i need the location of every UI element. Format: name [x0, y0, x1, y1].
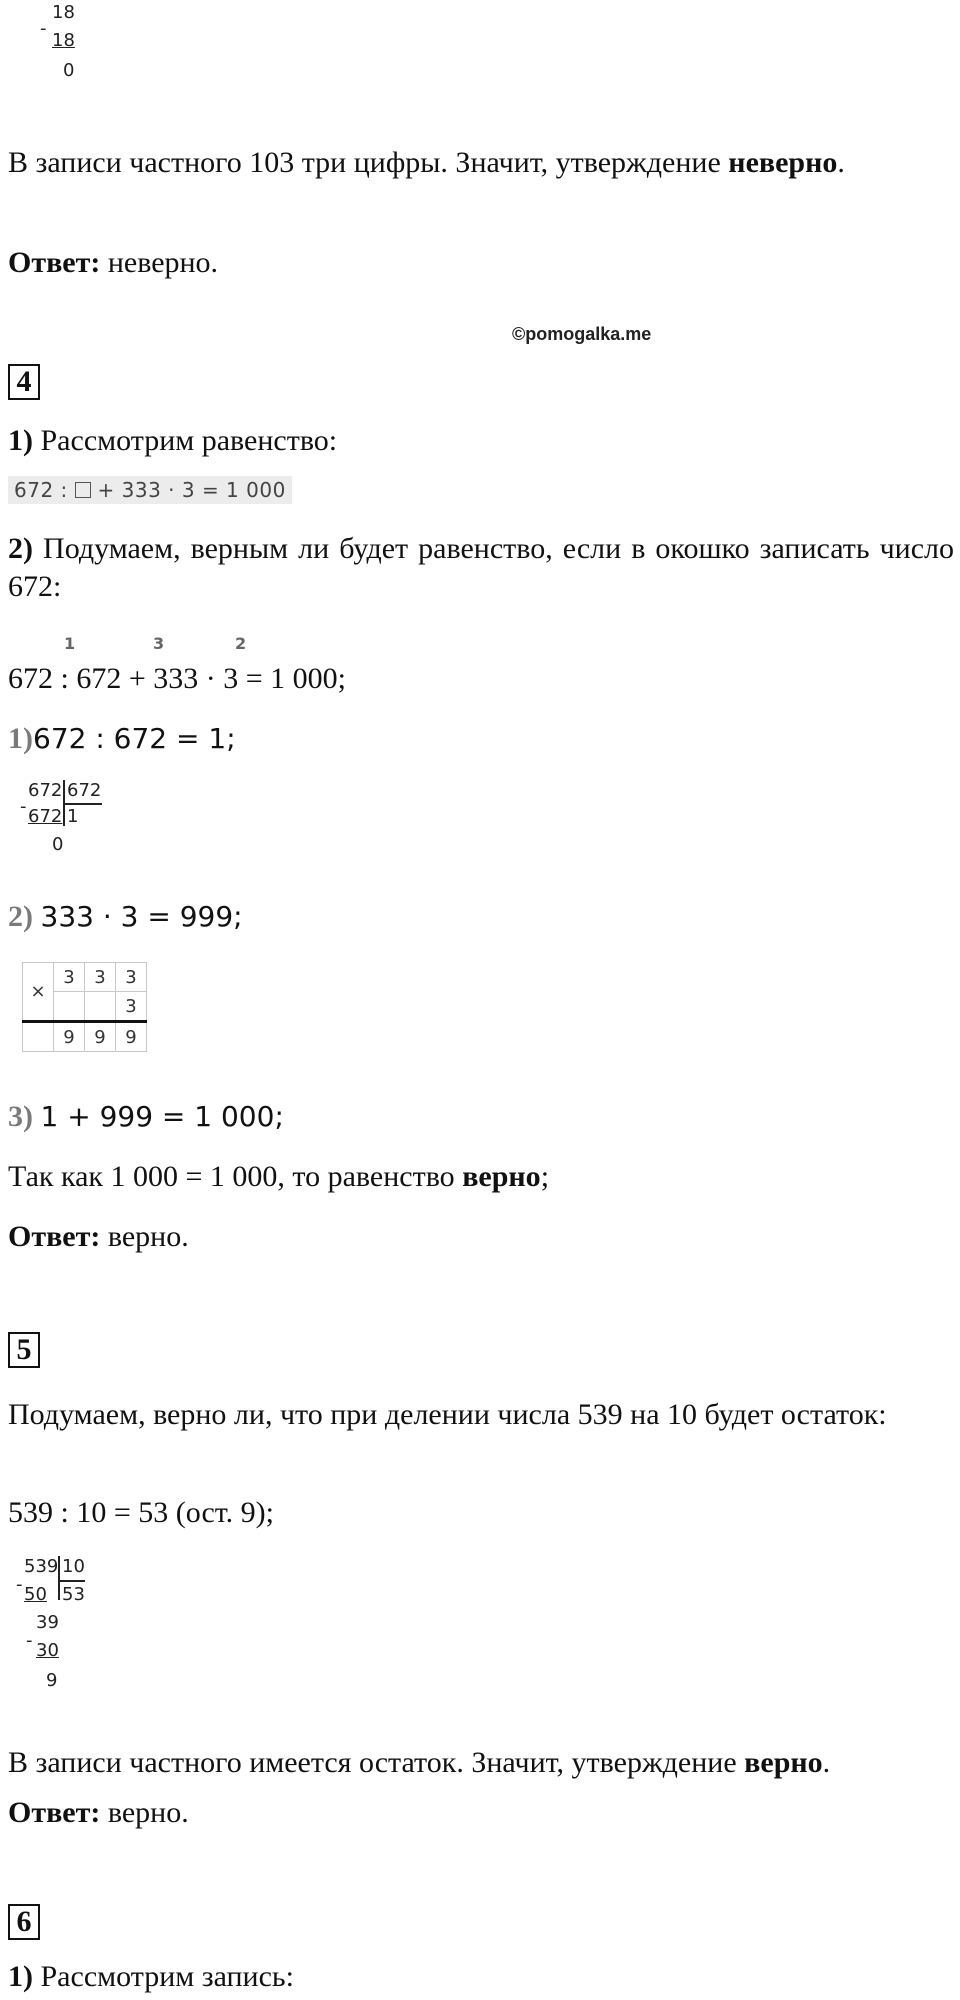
substep-text: 672 : 672 = 1; [33, 722, 236, 755]
section4-conclusion [8, 1158, 549, 1196]
minus-sign: - [26, 1630, 33, 1651]
answer-label: Ответ: [8, 1220, 101, 1253]
substep-label: 1) [8, 722, 33, 755]
digit-cell [85, 992, 116, 1022]
divisor: 10 [62, 1556, 85, 1577]
full-equation: 672 : 672 + 333 · 3 = 1 000; [8, 662, 346, 695]
task-number-box: 6 [8, 1904, 40, 1940]
substep-label: 2) [8, 900, 33, 933]
digit-cell: 3 [85, 963, 116, 992]
dividend: 672 [28, 780, 63, 801]
equation-left: 672 : [14, 478, 75, 502]
step-1 [8, 422, 337, 460]
conclusion-text: Так как 1 000 = 1 000, то равенство [8, 1160, 463, 1193]
division-remainder: 0 [63, 60, 75, 81]
conclusion-verdict: неверно [728, 146, 838, 179]
equation-image [8, 476, 292, 504]
substep-1 [8, 720, 236, 758]
step-label: 1) [8, 424, 33, 457]
digit-cell: 3 [116, 963, 147, 992]
step-text: Подумаем, верным ли будет равенство, если в окошко записать число 672: [8, 532, 954, 603]
division-row: 18 [52, 2, 75, 23]
answer-value: верно. [100, 1220, 189, 1253]
task-number-box: 4 [8, 364, 40, 400]
answer-value: неверно. [100, 246, 219, 279]
quotient: 53 [62, 1584, 85, 1605]
divisor: 672 [67, 780, 102, 801]
task-number-box: 5 [8, 1332, 40, 1368]
answer-label: Ответ: [8, 1796, 101, 1829]
remainder: 0 [52, 834, 64, 855]
divisor-line [64, 803, 102, 805]
digit-cell [54, 992, 85, 1022]
partial-dividend: 39 [36, 1612, 59, 1633]
substep-text: 333 · 3 = 999; [40, 900, 243, 933]
watermark: ©pomogalka.me [512, 324, 652, 344]
subtrahend: 672 [28, 806, 63, 827]
step-text: Рассмотрим запись: [33, 1960, 294, 1993]
divisor-line [59, 1580, 85, 1582]
substep-label: 3) [8, 1100, 33, 1133]
subtrahend: 30 [36, 1640, 59, 1661]
section4-answer [8, 1218, 189, 1256]
conclusion-verdict: верно [462, 1160, 541, 1193]
digit-cell: 9 [116, 1022, 147, 1052]
multiplication-table [22, 962, 147, 1052]
conclusion-text: В записи частного 103 три цифры. Значит, утверждение [8, 146, 721, 179]
conclusion-verdict: верно [744, 1746, 823, 1779]
minus-sign: - [40, 18, 47, 39]
remainder: 9 [46, 1670, 58, 1691]
digit-cell: 9 [54, 1022, 85, 1052]
empty-box-icon [75, 482, 91, 498]
conclusion-end: . [822, 1746, 831, 1779]
minus-sign: - [20, 796, 27, 817]
section3-conclusion [8, 144, 954, 182]
section5-equation: 539 : 10 = 53 (ост. 9); [8, 1496, 274, 1529]
order-mark: 3 [153, 634, 165, 653]
section5-answer [8, 1794, 189, 1832]
section5-conclusion [8, 1744, 830, 1782]
quotient: 1 [67, 806, 79, 827]
digit-cell: 3 [54, 963, 85, 992]
answer-label: Ответ: [8, 246, 101, 279]
conclusion-end: . [837, 146, 845, 179]
empty-cell [23, 1022, 54, 1052]
step-2 [8, 530, 954, 606]
division-row: 18 [52, 30, 75, 51]
order-mark: 2 [235, 634, 247, 653]
section5-intro: Подумаем, верно ли, что при делении числа 539 на 10 будет остаток: [8, 1398, 887, 1431]
substep-text: 1 + 999 = 1 000; [40, 1100, 284, 1133]
answer-value: верно. [100, 1796, 189, 1829]
multiply-sign: × [23, 963, 54, 1022]
substep-3 [8, 1098, 284, 1136]
dividend: 539 [24, 1556, 59, 1577]
digit-cell: 9 [85, 1022, 116, 1052]
division-bar [58, 1556, 60, 1600]
step-1 [8, 1958, 294, 1996]
conclusion-end: ; [540, 1160, 550, 1193]
minus-sign: - [16, 1574, 23, 1595]
conclusion-text: В записи частного имеется остаток. Значит, утверждение [8, 1746, 745, 1779]
substep-2 [8, 898, 243, 936]
subtrahend: 50 [24, 1584, 47, 1605]
step-label: 1) [8, 1960, 33, 1993]
equation-right: + 333 · 3 = 1 000 [90, 478, 286, 502]
order-mark: 1 [64, 634, 76, 653]
section3-answer [8, 244, 218, 282]
step-text: Рассмотрим равенство: [33, 424, 338, 457]
step-label: 2) [8, 532, 33, 565]
digit-cell: 3 [116, 992, 147, 1022]
